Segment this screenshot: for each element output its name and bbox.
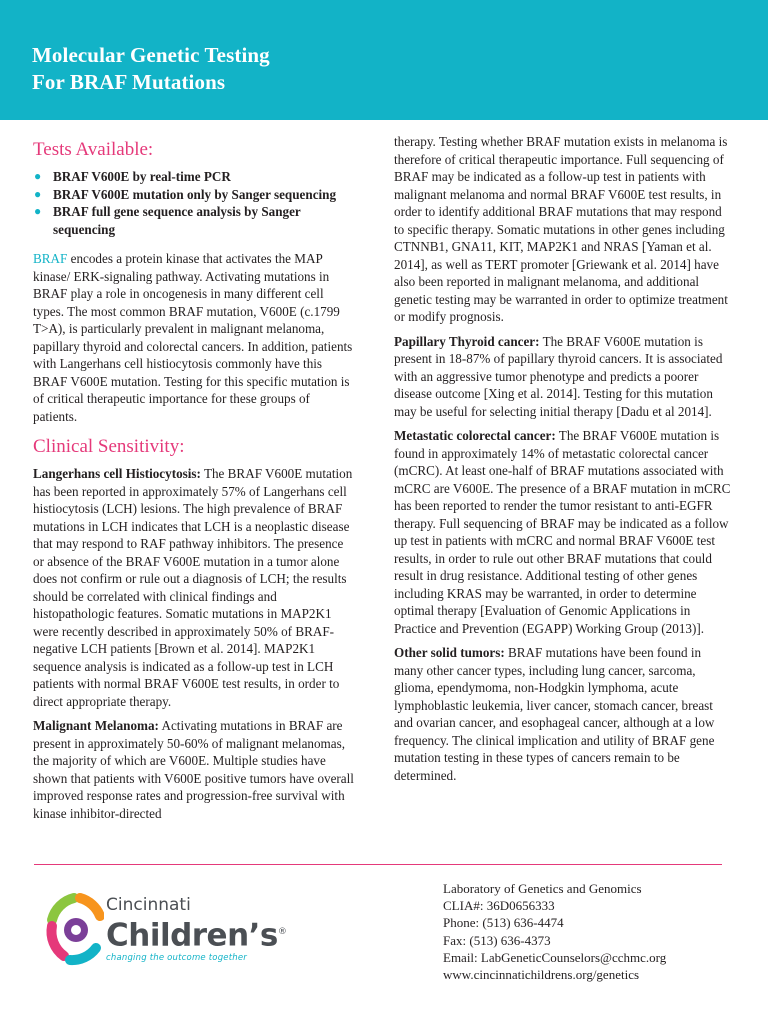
logo-name-line-2: Children’s® (106, 917, 287, 954)
fax-number: Fax: (513) 636-4373 (443, 932, 551, 948)
left-column (33, 138, 355, 829)
title-line-2: For BRAF Mutations (32, 70, 226, 94)
list-item: ● BRAF V600E by real-time PCR (34, 169, 231, 184)
logo-name-line-1: Cincinnati (106, 895, 191, 915)
bullet-icon: ● (34, 204, 42, 218)
clinical-heading: Clinical Sensitivity: (33, 436, 185, 457)
colorectal-label: Metastatic colorectal cancer: (394, 428, 556, 443)
bullet-icon: ● (34, 169, 42, 183)
list-item: ● BRAF full gene sequence analysis by Sanger sequencing (34, 204, 301, 237)
website-link[interactable]: www.cincinnatichildrens.org/genetics (443, 967, 640, 983)
colorectal-paragraph: Metastatic colorectal cancer: The BRAF V600E mutation is found in approximately 14% of metastatic colorectal cancer (mCRC). At least one-half of BRAF mutations associated with mCRC are V600E. The presence of a BRAF mutation in mCRC has been reported to render the tumor resistant to anti-EGFR therapy. Full sequencing of BRAF may be indicated as a follow up test in patients with mCRC and normal BRAF V600E test results, in order to rule out other BRAF mutations that could result in drug resistance. Additional testing of other genes including KRAS may be warranted, in order to determine optimal therapy [Evaluation of Genomic Applications in Practice and Prevention (EGAPP) Working Group (2013)]. (394, 428, 731, 636)
melanoma-continued: therapy. Testing whether BRAF mutation exists in melanoma is therefore of critical therapeutic importance. Full sequencing of BRAF may be indicated as a follow-up test in patients with malignant melanoma and normal BRAF V600E test results, in order to identify additional BRAF mutations that may respond to specific therapy. Somatic mutations in other genes including CTNNB1, GNA11, KIT, MAP2K1 and NRAS [Yaman et al. 2014], as well as TERT promoter [Griewank et al. 2014] have also been reported in malignant melanoma, and additional genetic testing may be warranted in order to optimize treatment or modify prognosis. (394, 134, 728, 324)
phone-number: Phone: (513) 636-4474 (443, 915, 564, 931)
tests-heading: Tests Available: (33, 139, 154, 160)
header-banner (0, 0, 768, 120)
page-title (32, 42, 270, 96)
lch-paragraph: Langerhans cell Histiocytosis: The BRAF V600E mutation has been reported in approximately 57% of Langerhans cell histiocytosis (LCH) lesions. The high prevalence of BRAF mutations in LCH indicates that LCH is a neoplastic disease that may respond to RAF pathway inhibitors. The presence or absence of the BRAF V600E mutation in a tumor alone does not confirm or rule out a diagnosis of LCH; the results should be correlated with clinical findings and histopathologic features. Somatic mutations in MAP2K1 were recently described in approximately 50% of BRAF-negative LCH patients [Brown et al. 2014]. MAP2K1 sequence analysis is indicated as a follow-up test in LCH patients with normal BRAF V600E test results, in order to direct appropriate therapy. (33, 466, 353, 709)
other-tumors-label: Other solid tumors: (394, 645, 505, 660)
hospital-logo (44, 890, 304, 970)
footer-divider (34, 864, 722, 865)
gene-name: BRAF (33, 251, 68, 266)
thyroid-label: Papillary Thyroid cancer: (394, 333, 540, 349)
list-item: ● BRAF V600E mutation only by Sanger sequencing (34, 186, 337, 202)
bullet-icon: ● (34, 186, 42, 201)
melanoma-paragraph: Malignant Melanoma: Activating mutations in BRAF are present in approximately 50-60% of malignant melanomas, the majority of which are V600E. Multiple studies have shown that patients with V600E positive tumors have overall improved response rates and progression-free survival with kinase inhibitor-directed (33, 718, 354, 821)
tests-list (33, 168, 355, 238)
clia-number: CLIA#: 36D0656333 (443, 898, 555, 914)
email-link[interactable]: Email: LabGeneticCounselors@cchmc.org (443, 949, 667, 965)
melanoma-label: Malignant Melanoma: (33, 718, 159, 733)
lab-name: Laboratory of Genetics and Genomics (443, 881, 642, 896)
lch-label: Langerhans cell Histiocytosis: (33, 466, 201, 481)
contact-block (443, 880, 666, 983)
logo-tagline: changing the outcome together (106, 953, 247, 964)
logo-mark-icon (44, 890, 104, 970)
other-tumors-paragraph: Other solid tumors: BRAF mutations have been found in many other cancer types, including lung cancer, sarcoma, glioma, ependymoma, non-Hodgkin lymphoma, acute lymphoblastic leukemia, liver cancer, stomach cancer, breast and ovarian cancer, and esophageal cancer, although at a low frequency. The clinical implication and utility of BRAF gene mutation testing in these types of cancers remain to be determined. (394, 645, 715, 783)
title-line-1: Molecular Genetic Testing (32, 43, 270, 67)
right-column (394, 133, 732, 791)
thyroid-paragraph: Papillary Thyroid cancer: The BRAF V600E mutation is present in 18-87% of papillary thyroid cancers. It is associated with an aggressive tumor phenotype and predicts a poorer disease outcome [Xing et al. 2014]. Testing for this mutation may be useful for selecting initial therapy [Dadu et al 2014]. (394, 333, 723, 419)
logo-wordmark (106, 895, 286, 963)
intro-paragraph: BRAF encodes a protein kinase that activates the MAP kinase/ ERK-signaling pathway. Activating mutations in BRAF play a role in oncogenesis in many different cell types. The most common BRAF mutation, V600E (c.1799 T>A), is particularly prevalent in malignant melanoma, papillary thyroid and colorectal cancers. In addition, patients with Langerhans cell histiocytosis commonly have this BRAF V600E mutation. Testing for this specific mutation is of critical therapeutic importance for these groups of patients. (33, 251, 353, 424)
